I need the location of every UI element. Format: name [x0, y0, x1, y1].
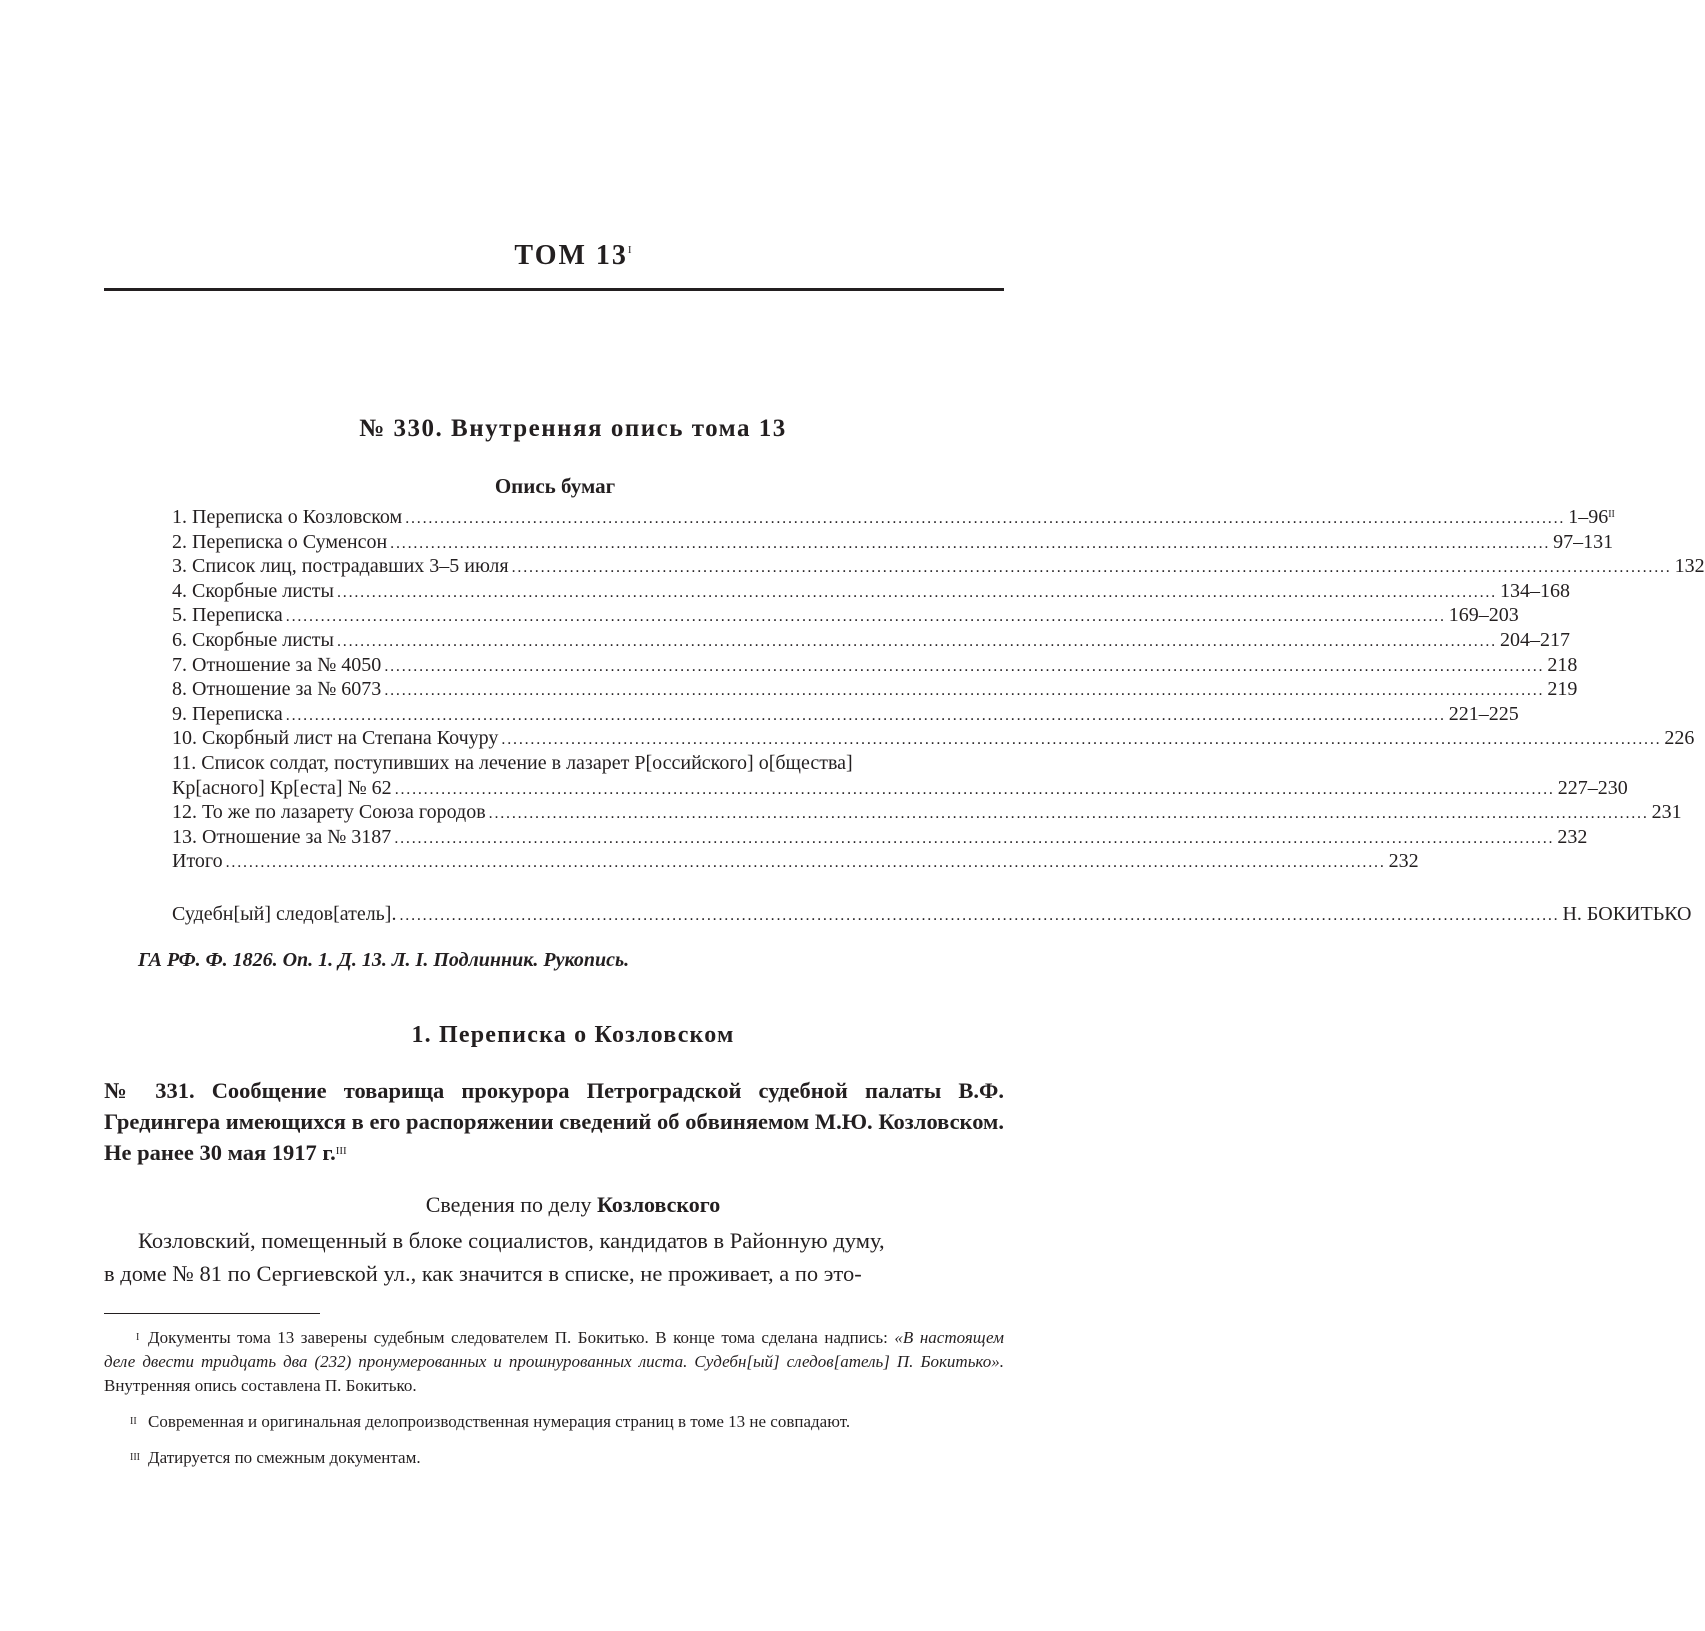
inventory-list — [172, 505, 1705, 874]
title-rule — [104, 288, 1004, 291]
info-heading-prefix: Сведения по делу — [425, 1192, 597, 1217]
entry-label: 2. Переписка о Суменсон — [172, 530, 388, 553]
leader-dots: ........................................................................................................................................................................................................ — [399, 907, 1560, 924]
inventory-entry — [172, 800, 1682, 825]
inventory-entry — [172, 702, 1519, 727]
inventory-entry — [172, 726, 1695, 751]
inventory-heading: Опись бумаг — [494, 474, 616, 498]
entry-pages: 232 — [1557, 825, 1588, 848]
entry-label: 4. Скорбные листы — [172, 579, 334, 602]
footnote-ref-II[interactable]: II — [1608, 509, 1615, 520]
entry-pages: 134–168 — [1499, 579, 1570, 602]
footnote-I — [104, 1326, 1004, 1398]
entry-label: 7. Отношение за № 4050 — [172, 653, 382, 676]
entry-label: 1. Переписка о Козловском — [172, 506, 403, 528]
archive-source: ГА РФ. Ф. 1826. Оп. 1. Д. 13. Л. I. Подлинник. Рукопись. — [138, 949, 630, 971]
doc331-title — [104, 1075, 1004, 1168]
entry-pages: 226 — [1664, 727, 1695, 750]
entry-label: Кр[асного] Кр[еста] № 62 — [172, 776, 392, 799]
entry-pages — [1568, 505, 1615, 530]
leader-dots: ........................................................................................................................................................................................................ — [390, 534, 1551, 552]
footnote-ref-III[interactable]: III — [335, 1145, 347, 1157]
entry-label: 8. Отношение за № 6073 — [172, 678, 382, 701]
entry-label: 10. Скорбный лист на Степана Кочуру — [172, 727, 499, 750]
inventory-entry-first-line: 11. Список солдат, поступивших на лечение в лазарет Р[оссийского] о[бщества] — [172, 751, 853, 774]
signature-row — [172, 900, 1692, 928]
footnote-text: Документы тома 13 заверены судебным следователем П. Бокитько. В конце тома сделана надпись: — [148, 1328, 895, 1347]
inventory-total — [172, 849, 1419, 874]
entry-pages-text: 1–96 — [1568, 506, 1609, 528]
entry-pages: 231 — [1651, 801, 1682, 824]
body-text — [104, 1224, 1004, 1290]
body-line: в доме № 81 по Сергиевской ул., как значится в списке, не проживает, а по это- — [104, 1261, 862, 1286]
body-line: Козловский, помещенный в блоке социалистов, кандидатов в Районную думу, — [138, 1228, 885, 1253]
footnotes — [104, 1326, 1004, 1482]
leader-dots: ........................................................................................................................................................................................................ — [384, 682, 1545, 700]
entry-label: 13. Отношение за № 3187 — [172, 825, 392, 848]
footnote-ref-I[interactable]: I — [627, 244, 632, 256]
entry-label: 3. Список лиц, пострадавших 3–5 июля — [172, 555, 509, 578]
entry-pages: 232 — [1388, 850, 1419, 873]
footnote-quote: «В настоящем деле двести тридцать два (232) пронумерованных и прошнурованных листа. Судебн[ый] следов[атель] П. Бокитько». — [104, 1328, 1005, 1371]
volume-title — [0, 240, 1146, 272]
entry-pages: 218 — [1547, 653, 1578, 676]
leader-dots: ........................................................................................................................................................................................................ — [394, 780, 1555, 798]
leader-dots: ........................................................................................................................................................................................................ — [501, 731, 1662, 749]
leader-dots: ........................................................................................................................................................................................................ — [336, 583, 1497, 601]
footnote-II — [104, 1410, 1004, 1434]
inventory-entry — [172, 776, 1628, 801]
leader-dots: ........................................................................................................................................................................................................ — [405, 510, 1566, 527]
signature-label: Судебн[ый] следов[атель]. — [172, 903, 397, 925]
leader-dots: ........................................................................................................................................................................................................ — [511, 559, 1672, 577]
volume-title-text: ТОМ 13 — [514, 240, 628, 271]
entry-label: 12. То же по лазарету Союза городов — [172, 801, 486, 824]
doc331-title-text: № 331. Сообщение товарища прокурора Петроградской судебной палаты В.Ф. Гредингера имеющихся в его распоряжении сведений об обвиняемом М.Ю. Козловском. Не ранее 30 мая 1917 г. — [104, 1078, 1004, 1165]
inventory-entry — [172, 579, 1570, 604]
entry-pages: 204–217 — [1499, 628, 1570, 651]
entry-pages: 221–225 — [1448, 702, 1519, 725]
leader-dots: ........................................................................................................................................................................................................ — [488, 805, 1649, 823]
entry-label: 5. Переписка — [172, 604, 283, 627]
inventory-entry — [172, 530, 1614, 555]
inventory-entry — [172, 677, 1578, 702]
footnote-text: Датируется по смежным документам. — [148, 1448, 421, 1467]
entry-label: Итого — [172, 850, 223, 873]
entry-pages: 219 — [1547, 678, 1578, 701]
entry-label: 9. Переписка — [172, 702, 283, 725]
entry-pages: 132 — [1674, 555, 1705, 578]
entry-pages: 97–131 — [1553, 530, 1614, 553]
signature-name: Н. БОКИТЬКО — [1562, 903, 1692, 925]
footnote-text: Современная и оригинальная делопроизводственная нумерация страниц в томе 13 не совпадают. — [148, 1412, 851, 1431]
footnote-III — [104, 1446, 1004, 1470]
section-title: 1. Переписка о Козловском — [411, 1022, 735, 1048]
footnote-mark: III — [130, 1452, 140, 1463]
inventory-entry — [172, 505, 1615, 530]
inventory-entry — [172, 653, 1578, 678]
leader-dots: ........................................................................................................................................................................................................ — [225, 854, 1386, 872]
inventory-entry — [172, 825, 1588, 850]
leader-dots: ........................................................................................................................................................................................................ — [394, 829, 1555, 847]
inventory-entry — [172, 554, 1705, 579]
entry-pages: 169–203 — [1448, 604, 1519, 627]
leader-dots: ........................................................................................................................................................................................................ — [285, 608, 1446, 626]
leader-dots: ........................................................................................................................................................................................................ — [336, 632, 1497, 650]
footnote-mark: I — [136, 1332, 140, 1343]
signature-line — [172, 900, 1692, 928]
doc330-title: № 330. Внутренняя опись тома 13 — [359, 415, 787, 442]
info-heading-name: Козловского — [597, 1192, 721, 1217]
entry-pages: 227–230 — [1557, 776, 1628, 799]
leader-dots: ........................................................................................................................................................................................................ — [384, 657, 1545, 675]
footnote-mark: II — [130, 1416, 137, 1427]
footnote-text-end: Внутренняя опись составлена П. Бокитько. — [104, 1376, 417, 1395]
footnote-rule — [104, 1313, 320, 1314]
inventory-entry — [172, 628, 1570, 653]
leader-dots: ........................................................................................................................................................................................................ — [285, 706, 1446, 724]
inventory-entry — [172, 603, 1519, 628]
info-heading — [0, 1192, 1146, 1218]
entry-label: 6. Скорбные листы — [172, 628, 334, 651]
